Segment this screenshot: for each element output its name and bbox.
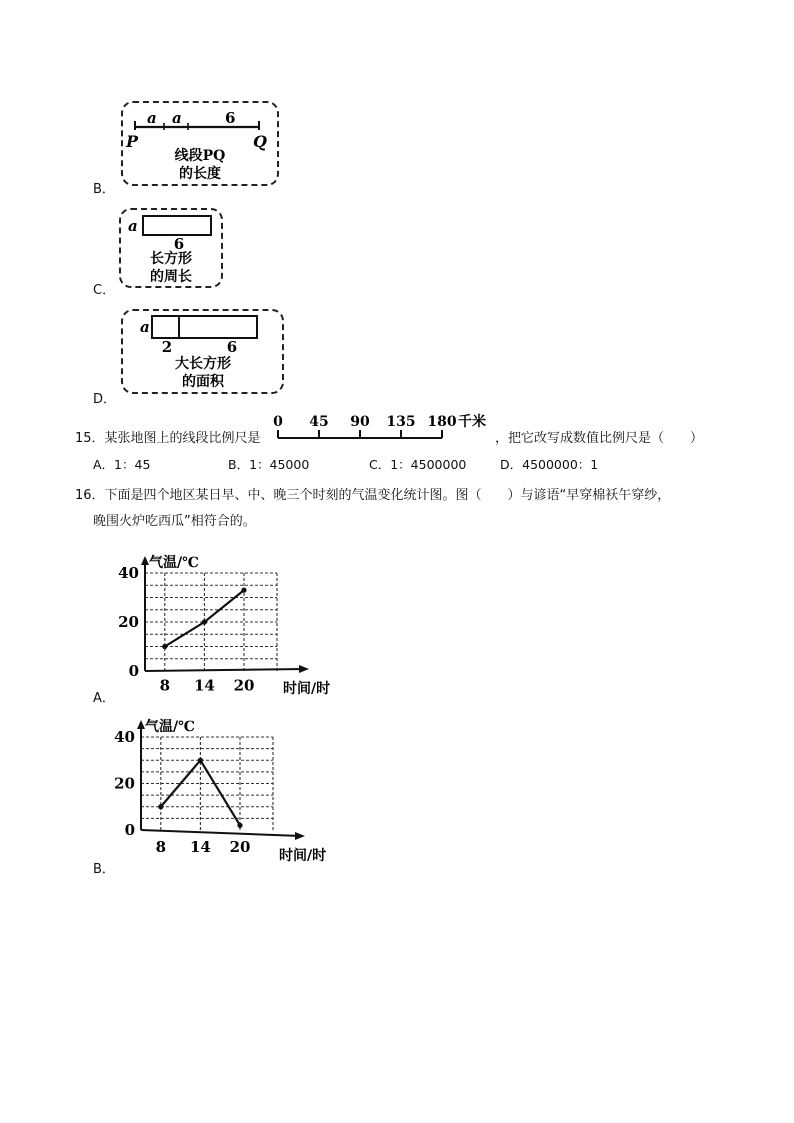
option-d-label[interactable]: D． — [93, 392, 117, 407]
x-axis — [145, 669, 305, 671]
x-tick-label: 14 — [193, 676, 215, 695]
q15-option-c[interactable]: C．1：4500000 — [369, 457, 467, 472]
y-tick-label: 20 — [114, 774, 135, 793]
option-c-rectangle-figure — [119, 208, 223, 288]
x-axis-label: 时间/时 — [283, 681, 331, 695]
q15-options — [0, 455, 794, 475]
data-point — [237, 823, 242, 828]
option-c-label[interactable]: C． — [93, 283, 116, 298]
y-axis-label: 气温/℃ — [149, 555, 199, 571]
caption-line1: 大长方形 — [175, 356, 231, 372]
caption-line1: 线段PQ — [174, 148, 226, 164]
scale-tick-label: 45 — [309, 414, 329, 430]
q16-option-b-label[interactable]: B． — [93, 862, 115, 877]
segment-end-p: P — [126, 132, 139, 151]
q15-scale-bar — [270, 410, 500, 446]
side-a-label: a — [140, 318, 150, 336]
x-axis — [141, 830, 301, 836]
scale-tick-label: 135 — [386, 414, 416, 430]
x-tick-label: 8 — [159, 676, 171, 695]
y-tick-label: 0 — [128, 662, 139, 680]
rectangle-shape — [143, 216, 211, 235]
x-axis-arrow — [295, 832, 305, 840]
option-b-segment-figure — [121, 101, 279, 186]
q15-option-d[interactable]: D．4500000：1 — [500, 457, 599, 472]
scale-tick-label: 180 — [427, 414, 457, 430]
x-tick-label: 20 — [233, 676, 255, 695]
segment-label-a1: a — [147, 109, 157, 127]
x-tick-label: 14 — [189, 837, 211, 856]
data-point — [158, 804, 163, 809]
x-tick-label: 8 — [155, 837, 167, 856]
q15-option-b[interactable]: B．1：45000 — [228, 457, 310, 472]
q15-prefix: 15．某张地图上的线段比例尺是 — [75, 431, 261, 446]
x-axis-label: 时间/时 — [279, 848, 327, 864]
q15-suffix: ，把它改写成数值比例尺是（ ） — [495, 431, 704, 446]
side-a-label: a — [128, 217, 138, 235]
segment-end-q: Q — [253, 132, 267, 151]
q16-line2: 晚围火炉吃西瓜”相符合的。 — [93, 514, 256, 529]
y-tick-label: 0 — [124, 821, 135, 839]
q15-option-a[interactable]: A．1：45 — [93, 457, 151, 472]
y-tick-label: 40 — [118, 564, 139, 582]
width-6-label: 6 — [226, 338, 238, 356]
width-2-label: 2 — [161, 338, 173, 356]
data-point — [162, 644, 167, 649]
option-b-label[interactable]: B． — [93, 182, 115, 197]
scale-unit-label: 千米 — [458, 414, 486, 430]
big-rectangle-shape — [152, 316, 257, 338]
x-axis-arrow — [299, 665, 309, 673]
q16-option-a-label[interactable]: A． — [93, 691, 115, 706]
y-tick-label: 20 — [118, 613, 139, 631]
caption-line2: 的长度 — [179, 166, 221, 182]
q16-chart-b — [110, 710, 350, 870]
segment-label-6: 6 — [225, 109, 236, 127]
y-axis-arrow — [141, 556, 149, 565]
q16-chart-a — [110, 550, 350, 695]
option-d-rectangle-figure — [121, 309, 284, 394]
data-point — [241, 588, 246, 593]
caption-line2: 的面积 — [182, 374, 224, 390]
data-point — [202, 619, 207, 624]
segment-label-a2: a — [172, 109, 182, 127]
y-axis-label: 气温/℃ — [145, 719, 195, 735]
caption-line2: 的周长 — [150, 269, 192, 285]
scale-tick-label: 0 — [273, 414, 283, 430]
data-point — [198, 758, 203, 763]
y-axis-arrow — [137, 720, 145, 729]
x-tick-label: 20 — [229, 837, 251, 856]
side-6-label: 6 — [173, 235, 185, 253]
q16-line1: 16．下面是四个地区某日早、中、晚三个时刻的气温变化统计图。图（ ）与谚语“早穿棉袄午穿纱， — [75, 488, 671, 503]
y-tick-label: 40 — [114, 728, 135, 746]
caption-line1: 长方形 — [150, 251, 192, 267]
scale-tick-label: 90 — [350, 414, 370, 430]
